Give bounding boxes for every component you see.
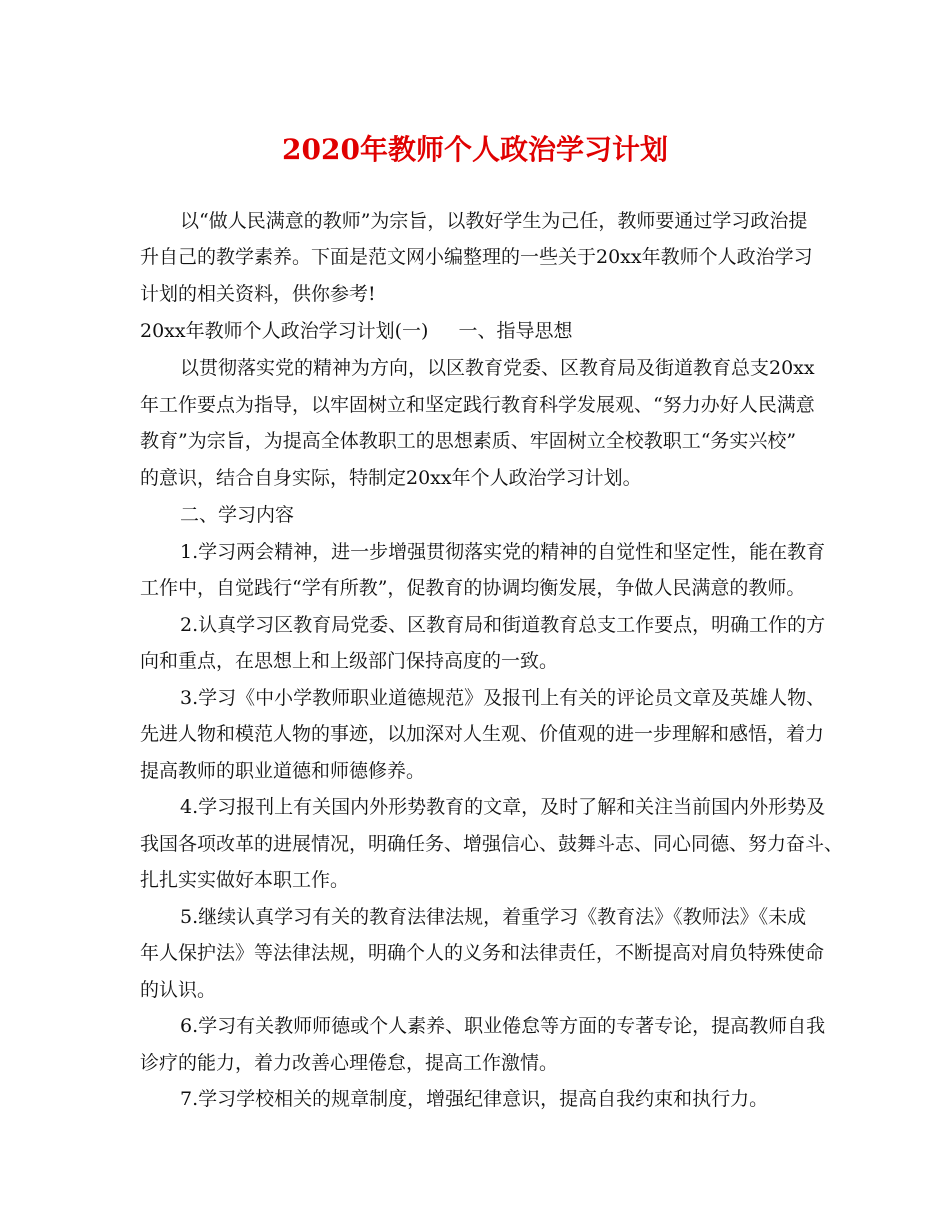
list-item-line: 向和重点，在思想上和上级部门保持高度的一致。 xyxy=(140,650,559,672)
list-item-line: 7.学习学校相关的规章制度，增强纪律意识，提高自我约束和执行力。 xyxy=(180,1088,769,1110)
list-item-line: 年人保护法》等法律法规，明确个人的义务和法律责任，不断提高对肩负特殊使命 xyxy=(140,942,825,964)
list-item-line: 2.认真学习区教育局党委、区教育局和街道教育总支工作要点，明确工作的方 xyxy=(180,614,826,636)
list-item-line: 扎扎实实做好本职工作。 xyxy=(140,869,350,891)
list-item-line: 5.继续认真学习有关的教育法律法规，着重学习《教育法》《教师法》《未成 xyxy=(180,906,807,928)
list-item-line: 的认识。 xyxy=(140,979,217,1001)
list-item-line: 4.学习报刊上有关国内外形势教育的文章，及时了解和关注当前国内外形势及 xyxy=(180,796,826,818)
intro-line: 以“做人民满意的教师”为宗旨，以教好学生为己任，教师要通过学习政治提 xyxy=(180,210,808,232)
list-item-line: 提高教师的职业道德和师德修养。 xyxy=(140,760,426,782)
list-item-line: 6.学习有关教师师德或个人素养、职业倦怠等方面的专著专论，提高教师自我 xyxy=(180,1015,826,1037)
section-heading-guiding: 一、指导思想 xyxy=(458,320,573,342)
paragraph-line: 的意识，结合自身实际，特制定20xx年个人政治学习计划。 xyxy=(140,467,642,489)
paragraph-line: 教育”为宗旨，为提高全体教职工的思想素质、牢固树立全校教职工“务实兴校” xyxy=(140,430,797,452)
section-heading-content: 二、学习内容 xyxy=(180,504,295,526)
plan-heading-row xyxy=(140,318,572,344)
list-item-line: 3.学习《中小学教师职业道德规范》及报刊上有关的评论员文章及英雄人物、 xyxy=(180,687,826,709)
intro-line: 升自己的教学素养。下面是范文网小编整理的一些关于20xx年教师个人政治学习 xyxy=(140,246,813,268)
list-item-line: 先进人物和模范人物的事迹，以加深对人生观、价值观的进一步理解和感悟，着力 xyxy=(140,723,825,745)
list-item-line: 工作中，自觉践行“学有所教”，促教育的协调均衡发展，争做人民满意的教师。 xyxy=(140,577,806,599)
paragraph-line: 年工作要点为指导，以牢固树立和坚定践行教育科学发展观、“努力办好人民满意 xyxy=(140,394,815,416)
document-title: 2020年教师个人政治学习计划 xyxy=(282,133,668,166)
list-item-line: 我国各项改革的进展情况，明确任务、增强信心、鼓舞斗志、同心同德、努力奋斗、 xyxy=(140,833,844,855)
intro-line: 计划的相关资料，供你参考! xyxy=(140,283,376,305)
list-item-line: 1.学习两会精神，进一步增强贯彻落实党的精神的自觉性和坚定性，能在教育 xyxy=(180,541,826,563)
list-item-line: 诊疗的能力，着力改善心理倦怠，提高工作激情。 xyxy=(140,1052,559,1074)
plan-heading: 20xx年教师个人政治学习计划(一) xyxy=(140,320,429,342)
paragraph-line: 以贯彻落实党的精神为方向，以区教育党委、区教育局及街道教育总支20xx xyxy=(180,357,815,379)
